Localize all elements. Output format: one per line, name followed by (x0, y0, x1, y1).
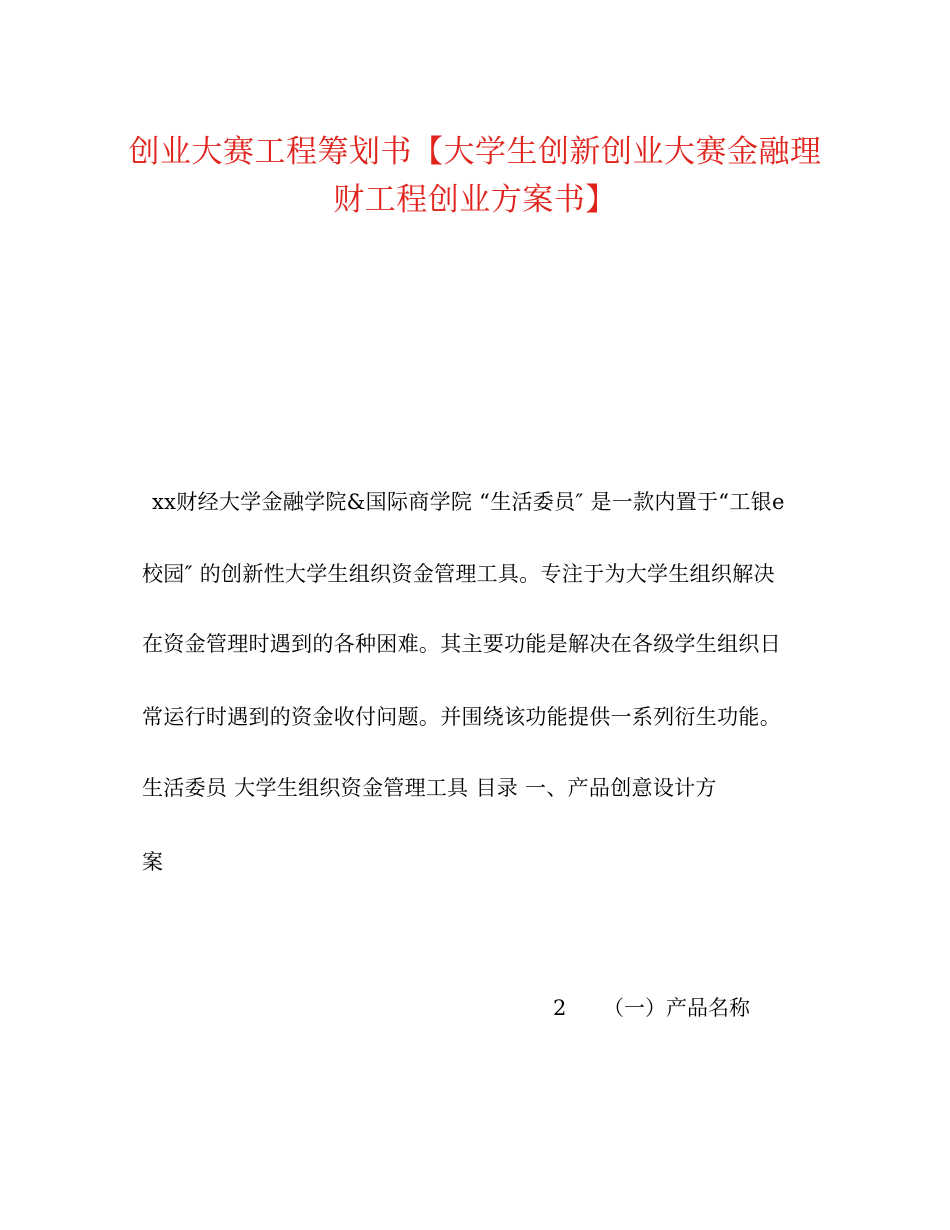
document-title: 创业大赛工程筹划书【大学生创新创业大赛金融理财工程创业方案书】 (128, 134, 822, 218)
toc-page-number: 2 (553, 996, 567, 1020)
paragraph-line: 生活委员 大学生组织资金管理工具 目录 一、产品创意设计方 (142, 776, 717, 800)
paragraph-line: 在资金管理时遇到的各种困难。其主要功能是解决在各级学生组织日 (142, 632, 781, 656)
paragraph-line: 常运行时遇到的资金收付问题。并围绕该功能提供一系列衍生功能。 (142, 705, 781, 729)
paragraph-line: 案 (142, 850, 164, 874)
paragraph-line: 校园″ 的创新性大学生组织资金管理工具。专注于为大学生组织解决 (142, 562, 775, 586)
toc-entry (553, 994, 750, 1022)
paragraph-line: xx财经大学金融学院&国际商学院 “生活委员″ 是一款内置于“工银e (152, 490, 785, 514)
toc-entry-label: （一）产品名称 (603, 996, 750, 1020)
